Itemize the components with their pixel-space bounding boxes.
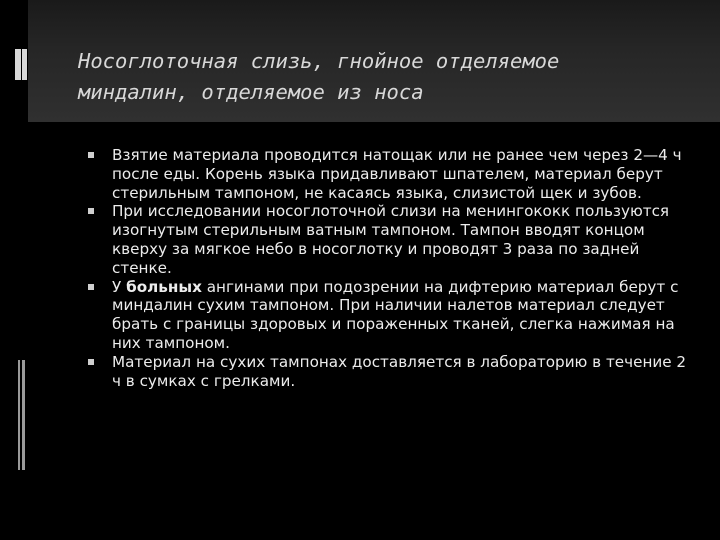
decor-line-bottom-left (18, 360, 20, 470)
slide-title-line-1: Носоглоточная слизь, гнойное отделяемое (78, 49, 560, 73)
bullet-text: При исследовании носоглоточной слизи на менингококк пользуются изогнутым стерильным ватным тампоном. Тампон вводят концом кверху за мягкое небо в носоглотку и проводят 3 раза по задней стенке. (112, 202, 670, 277)
bullet-text-prefix: У (112, 277, 127, 296)
bullet-item (88, 202, 688, 277)
decor-line-bottom-right (22, 360, 25, 470)
slide-title-line-2: миндалин, отделяемое из носа (78, 80, 424, 104)
bullet-text-rest: ангинами при подозрении на дифтерию материал берут с миндалин сухим тампоном. При наличии налетов материал следует брать с границы здоровых и пораженных тканей, слегка нажимая на них тампоном. (112, 277, 679, 352)
bullet-list (88, 146, 688, 390)
bullet-item (88, 278, 688, 353)
bullet-item (88, 146, 688, 202)
decor-bar-top-left (15, 49, 21, 80)
bullet-item (88, 353, 688, 391)
bullet-text: Взятие материала проводится натощак или не ранее чем через 2—4 ч после еды. Корень языка придавливают шпателем, материал берут стерильным тампоном, не касаясь языка, слизистой щек и зубов. (112, 146, 682, 202)
bullet-text-bold: больных (126, 277, 202, 296)
decor-bar-top-right (22, 49, 27, 80)
slide-title (78, 46, 698, 108)
bullet-text: Материал на сухих тампонах доставляется в лабораторию в течение 2 ч в сумках с грелками. (112, 352, 687, 390)
